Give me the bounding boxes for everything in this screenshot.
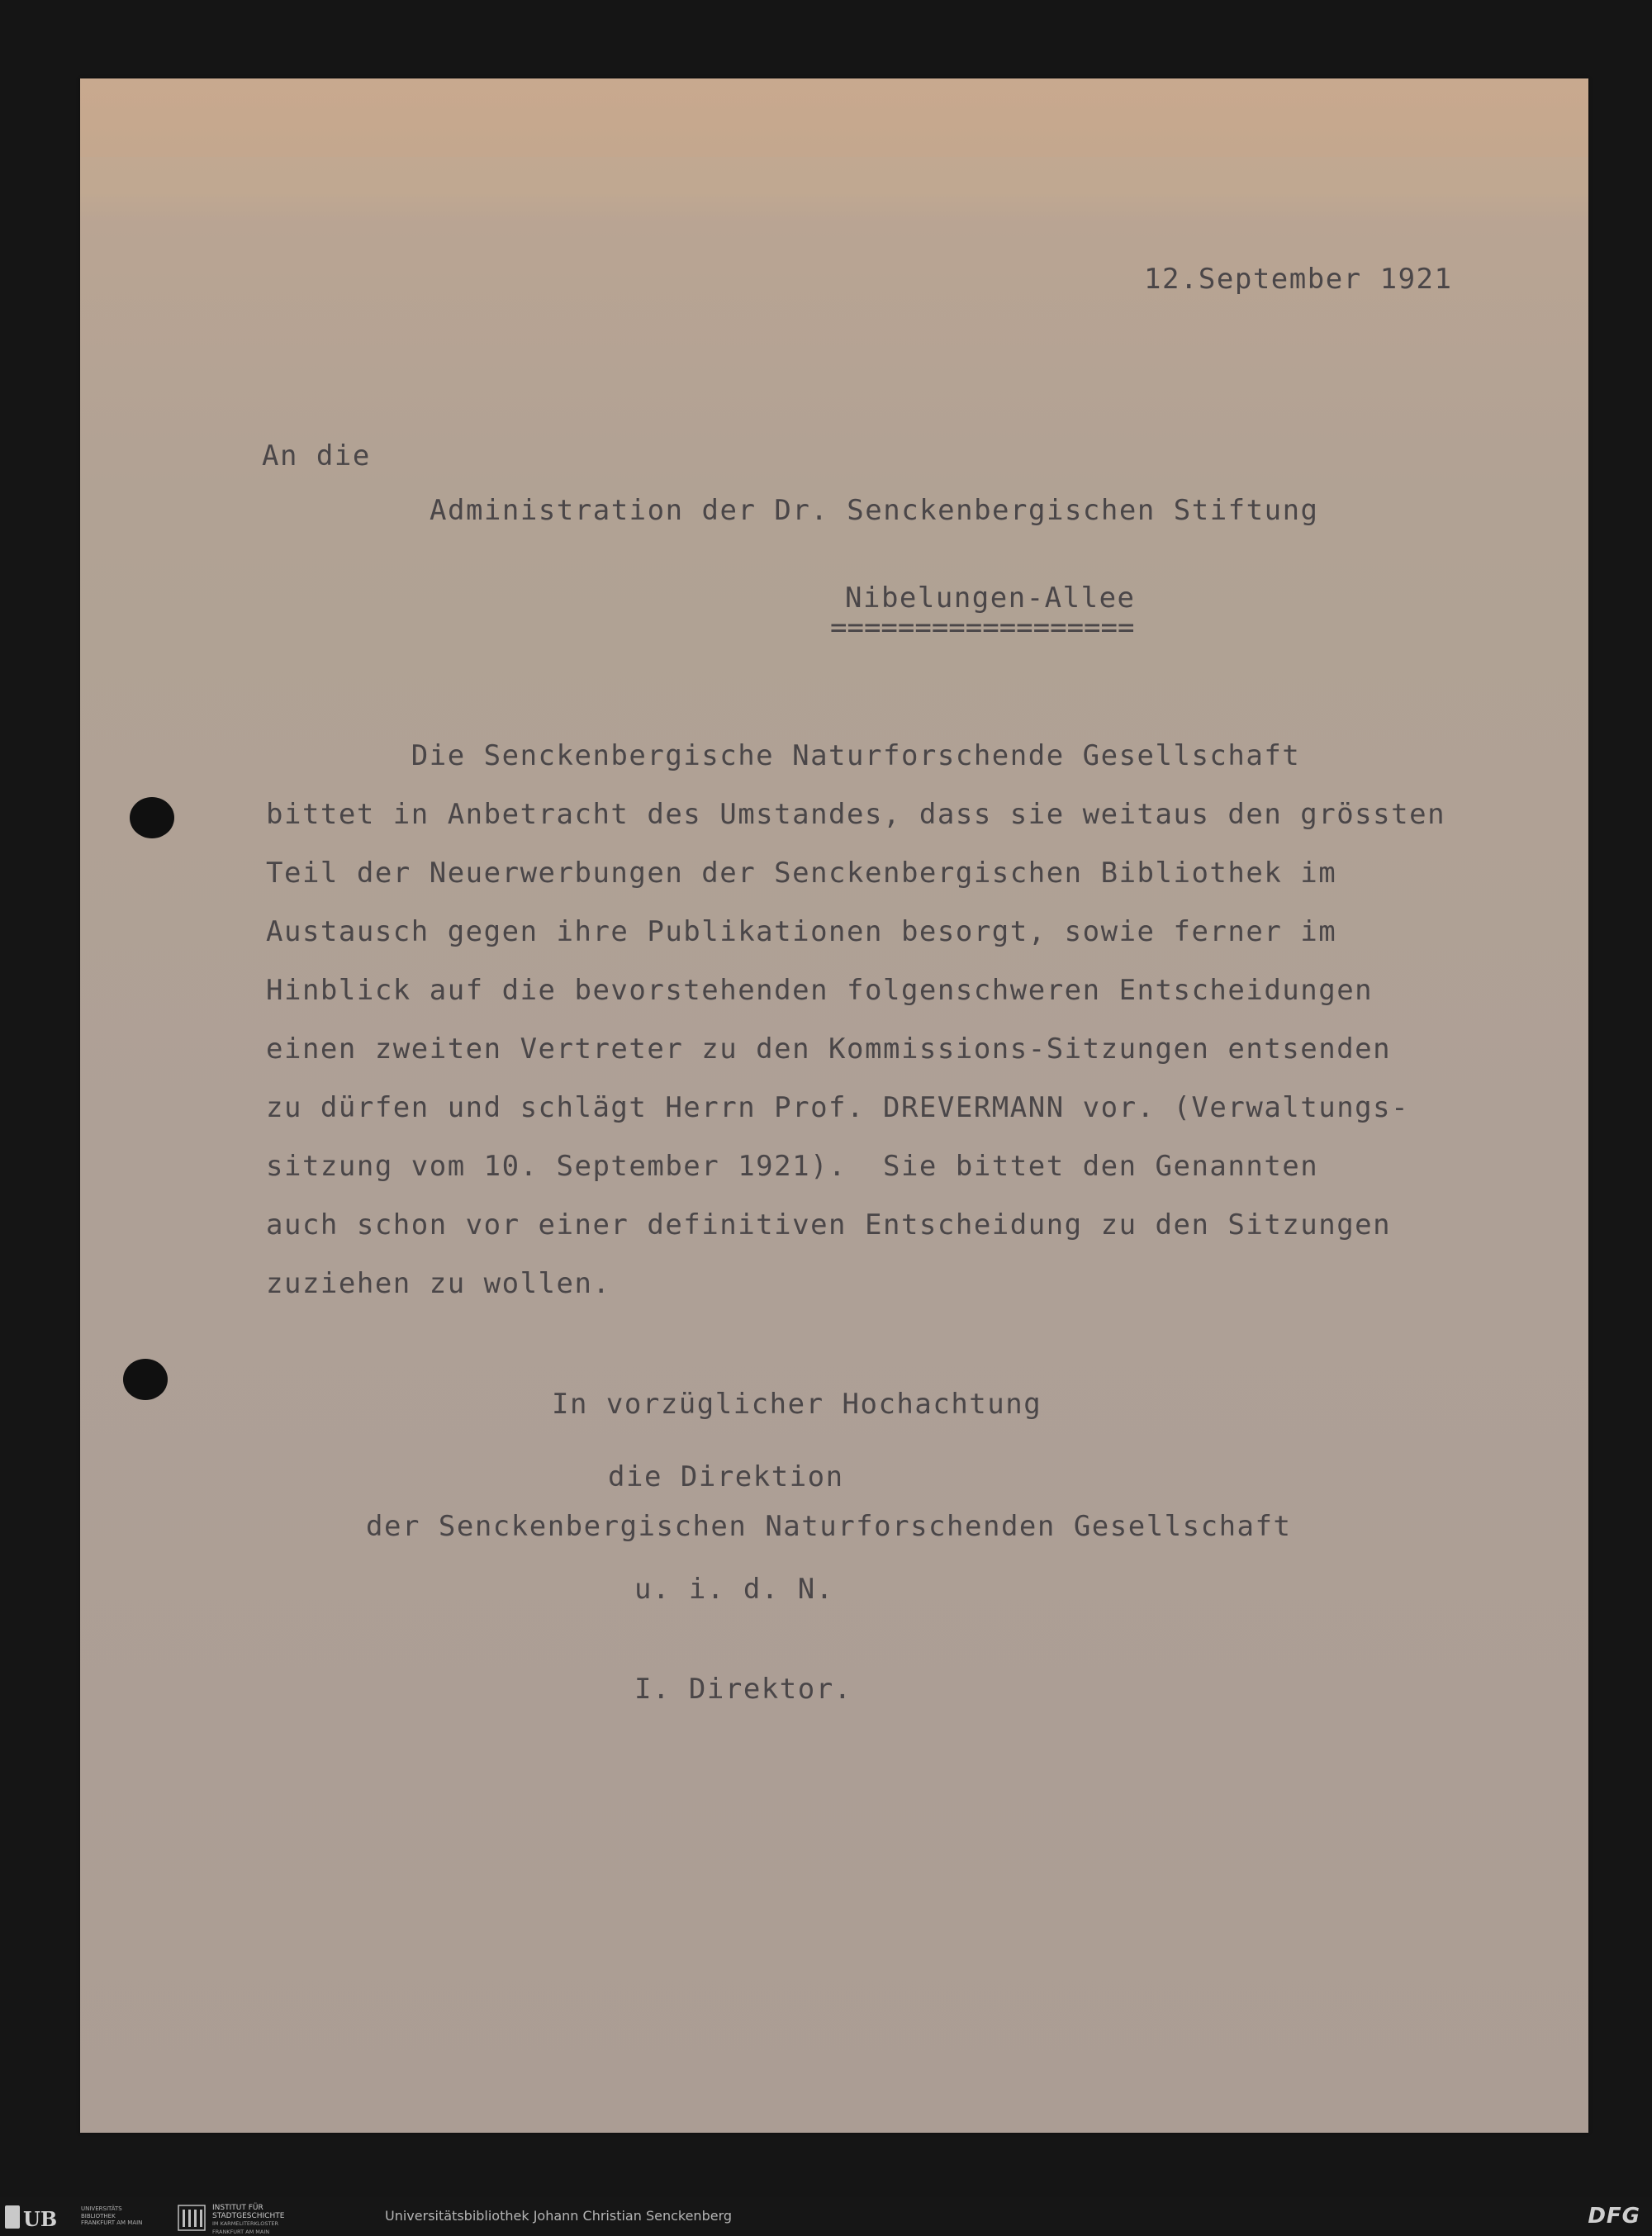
punch-hole-top xyxy=(130,797,174,838)
ub-logo-text: UNIVERSITÄTS BIBLIOTHEK FRANKFURT AM MAIN xyxy=(81,2205,143,2226)
ub-logo[interactable] xyxy=(5,2204,154,2232)
tape-strip xyxy=(80,78,1588,157)
viewer-footer xyxy=(0,2197,1652,2236)
closing-line: der Senckenbergischen Naturforschenden Gesellschaft xyxy=(366,1510,1292,1543)
body-line: Hinblick auf die bevorstehenden folgenschweren Entscheidungen xyxy=(266,974,1374,1007)
recipient-name: Administration der Dr. Senckenbergischen Stiftung xyxy=(430,494,1319,527)
body-line: einen zweiten Vertreter zu den Kommissions-Sitzungen entsenden xyxy=(266,1033,1392,1066)
punch-hole-bottom xyxy=(123,1359,168,1400)
ub-logo-letters: UB xyxy=(23,2207,58,2231)
closing-line: u. i. d. N. xyxy=(634,1573,834,1606)
isg-logo[interactable] xyxy=(178,2204,343,2235)
body-line: Austausch gegen ihre Publikationen besorgt, sowie ferner im xyxy=(266,915,1337,948)
columns-icon xyxy=(178,2204,206,2232)
body-line: sitzung vom 10. September 1921). Sie bittet den Genannten xyxy=(266,1150,1319,1183)
body-line: Teil der Neuerwerbungen der Senckenbergischen Bibliothek im xyxy=(266,857,1337,890)
signature-line: I. Direktor. xyxy=(634,1673,852,1706)
body-line: auch schon vor einer definitiven Entscheidung zu den Sitzungen xyxy=(266,1208,1392,1241)
isg-logo-subtitle: IM KARMELITERKLOSTER FRANKFURT AM MAIN xyxy=(212,2220,279,2235)
letter-date: 12.September 1921 xyxy=(1144,263,1453,296)
closing-line: In vorzüglicher Hochachtung xyxy=(552,1388,1042,1421)
street-underline: ================== xyxy=(830,611,1135,644)
dfg-logo[interactable]: DFG xyxy=(1588,2204,1640,2229)
body-line: Die Senckenbergische Naturforschende Gesellschaft xyxy=(266,739,1301,772)
isg-logo-title: INSTITUT FÜR STADTGESCHICHTE xyxy=(212,2204,285,2220)
body-line: bittet in Anbetracht des Umstandes, dass sie weitaus den grössten xyxy=(266,798,1446,831)
body-line: zuziehen zu wollen. xyxy=(266,1267,611,1300)
closing-line: die Direktion xyxy=(608,1460,844,1493)
ub-logo-icon xyxy=(5,2205,20,2229)
body-line: zu dürfen und schlägt Herrn Prof. DREVERMANN vor. (Verwaltungs- xyxy=(266,1091,1410,1124)
salutation: An die xyxy=(262,439,371,472)
recipient-street: Nibelungen-Allee xyxy=(845,582,1136,615)
letter-body xyxy=(266,727,1446,1313)
isg-logo-text xyxy=(212,2205,284,2236)
library-name: Universitätsbibliothek Johann Christian Senckenberg xyxy=(385,2208,733,2224)
